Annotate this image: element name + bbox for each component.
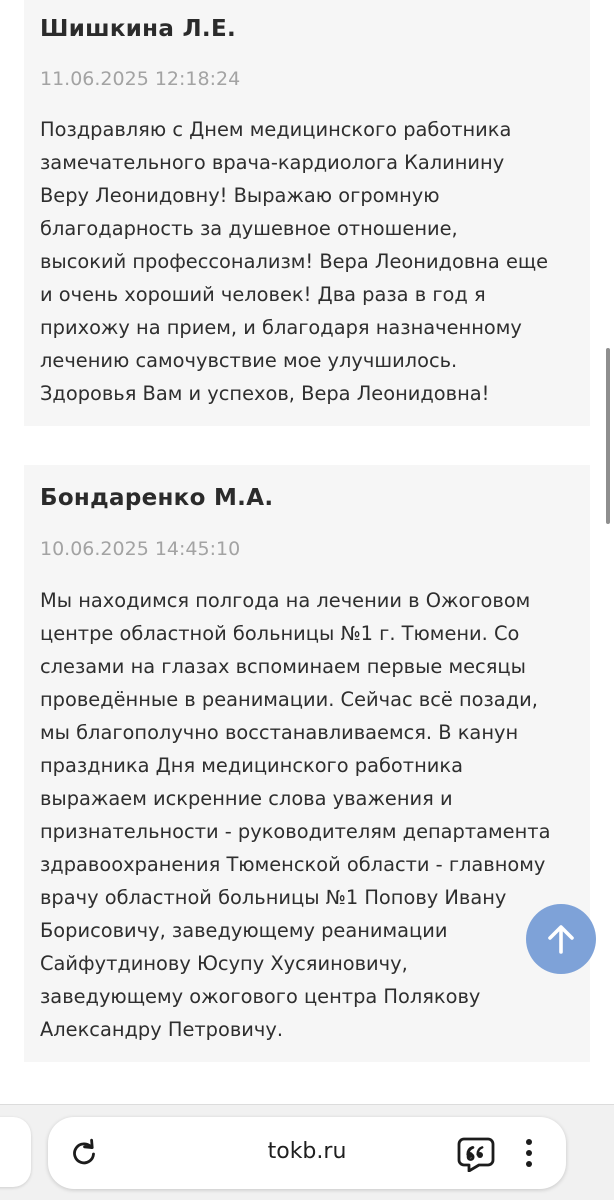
more-menu-button[interactable] [514,1133,544,1173]
reader-mode-button[interactable] [456,1135,496,1173]
arrow-up-icon [544,922,578,956]
review-text-line: мы благополучно восстанавливаемся. В канун [40,721,519,744]
review-text [40,584,580,1046]
page-scrollbar-thumb[interactable] [606,348,610,524]
review-text-line: и очень хороший человек! Два раза в год я [40,283,486,306]
review-text-line: высокий профессонализм! Вера Леонидовна еще [40,250,549,273]
review-text-line: признательности - руководителям департамента [40,820,551,843]
review-text-line: праздника Дня медицинского работника [40,754,463,777]
review-text-line: замечательного врача-кардиолога Калинину [40,151,505,174]
review-text-line: лечению самочувствие мое улучшилось. [40,349,458,372]
address-bar[interactable] [48,1117,566,1189]
review-text-line: выражаем искренние слова уважения и [40,787,453,810]
review-text [40,113,580,410]
review-text-line: слезами на глазах вспоминаем первые месяцы [40,655,526,678]
review-text-line: заведующему ожогового центра Полякову [40,985,481,1008]
previous-tab-preview[interactable] [0,1117,31,1187]
review-text-line: врачу областной больницы №1 Попову Ивану [40,886,507,909]
review-text-line: Поздравляю с Днем медицинского работника [40,118,512,141]
review-author: Бондаренко М.А. [40,485,274,511]
review-text-line: прихожу на прием, и благодаря назначенному [40,316,522,339]
review-card [24,465,590,1062]
review-text-line: Сайфутдинову Юсупу Хусяиновичу, [40,952,408,975]
review-author: Шишкина Л.Е. [40,16,236,42]
review-date: 11.06.2025 12:18:24 [40,68,241,90]
review-text-line: Здоровья Вам и успехов, Вера Леонидовна! [40,382,490,405]
review-text-line: Борисовичу, заведующему реанимации [40,919,448,942]
review-text-line: здравоохранения Тюменской области - главному [40,853,546,876]
scroll-to-top-button[interactable] [526,904,596,974]
review-text-line: Мы находимся полгода на лечении в Ожоговом [40,589,531,612]
review-text-line: проведённые в реанимации. Сейчас всё позади, [40,688,538,711]
url-text[interactable]: tokb.ru [267,1139,347,1164]
review-text-line: центре областной больницы №1 г. Тюмени. Со [40,622,520,645]
reader-quote-icon [457,1136,495,1172]
review-text-line: Веру Леонидовну! Выражаю огромную [40,184,440,207]
review-text-line: благодарность за душевное отношение, [40,217,458,240]
more-vertical-icon [526,1139,532,1167]
review-text-line: Александру Петровичу. [40,1018,283,1041]
review-card [24,0,590,426]
review-date: 10.06.2025 14:45:10 [40,538,241,560]
